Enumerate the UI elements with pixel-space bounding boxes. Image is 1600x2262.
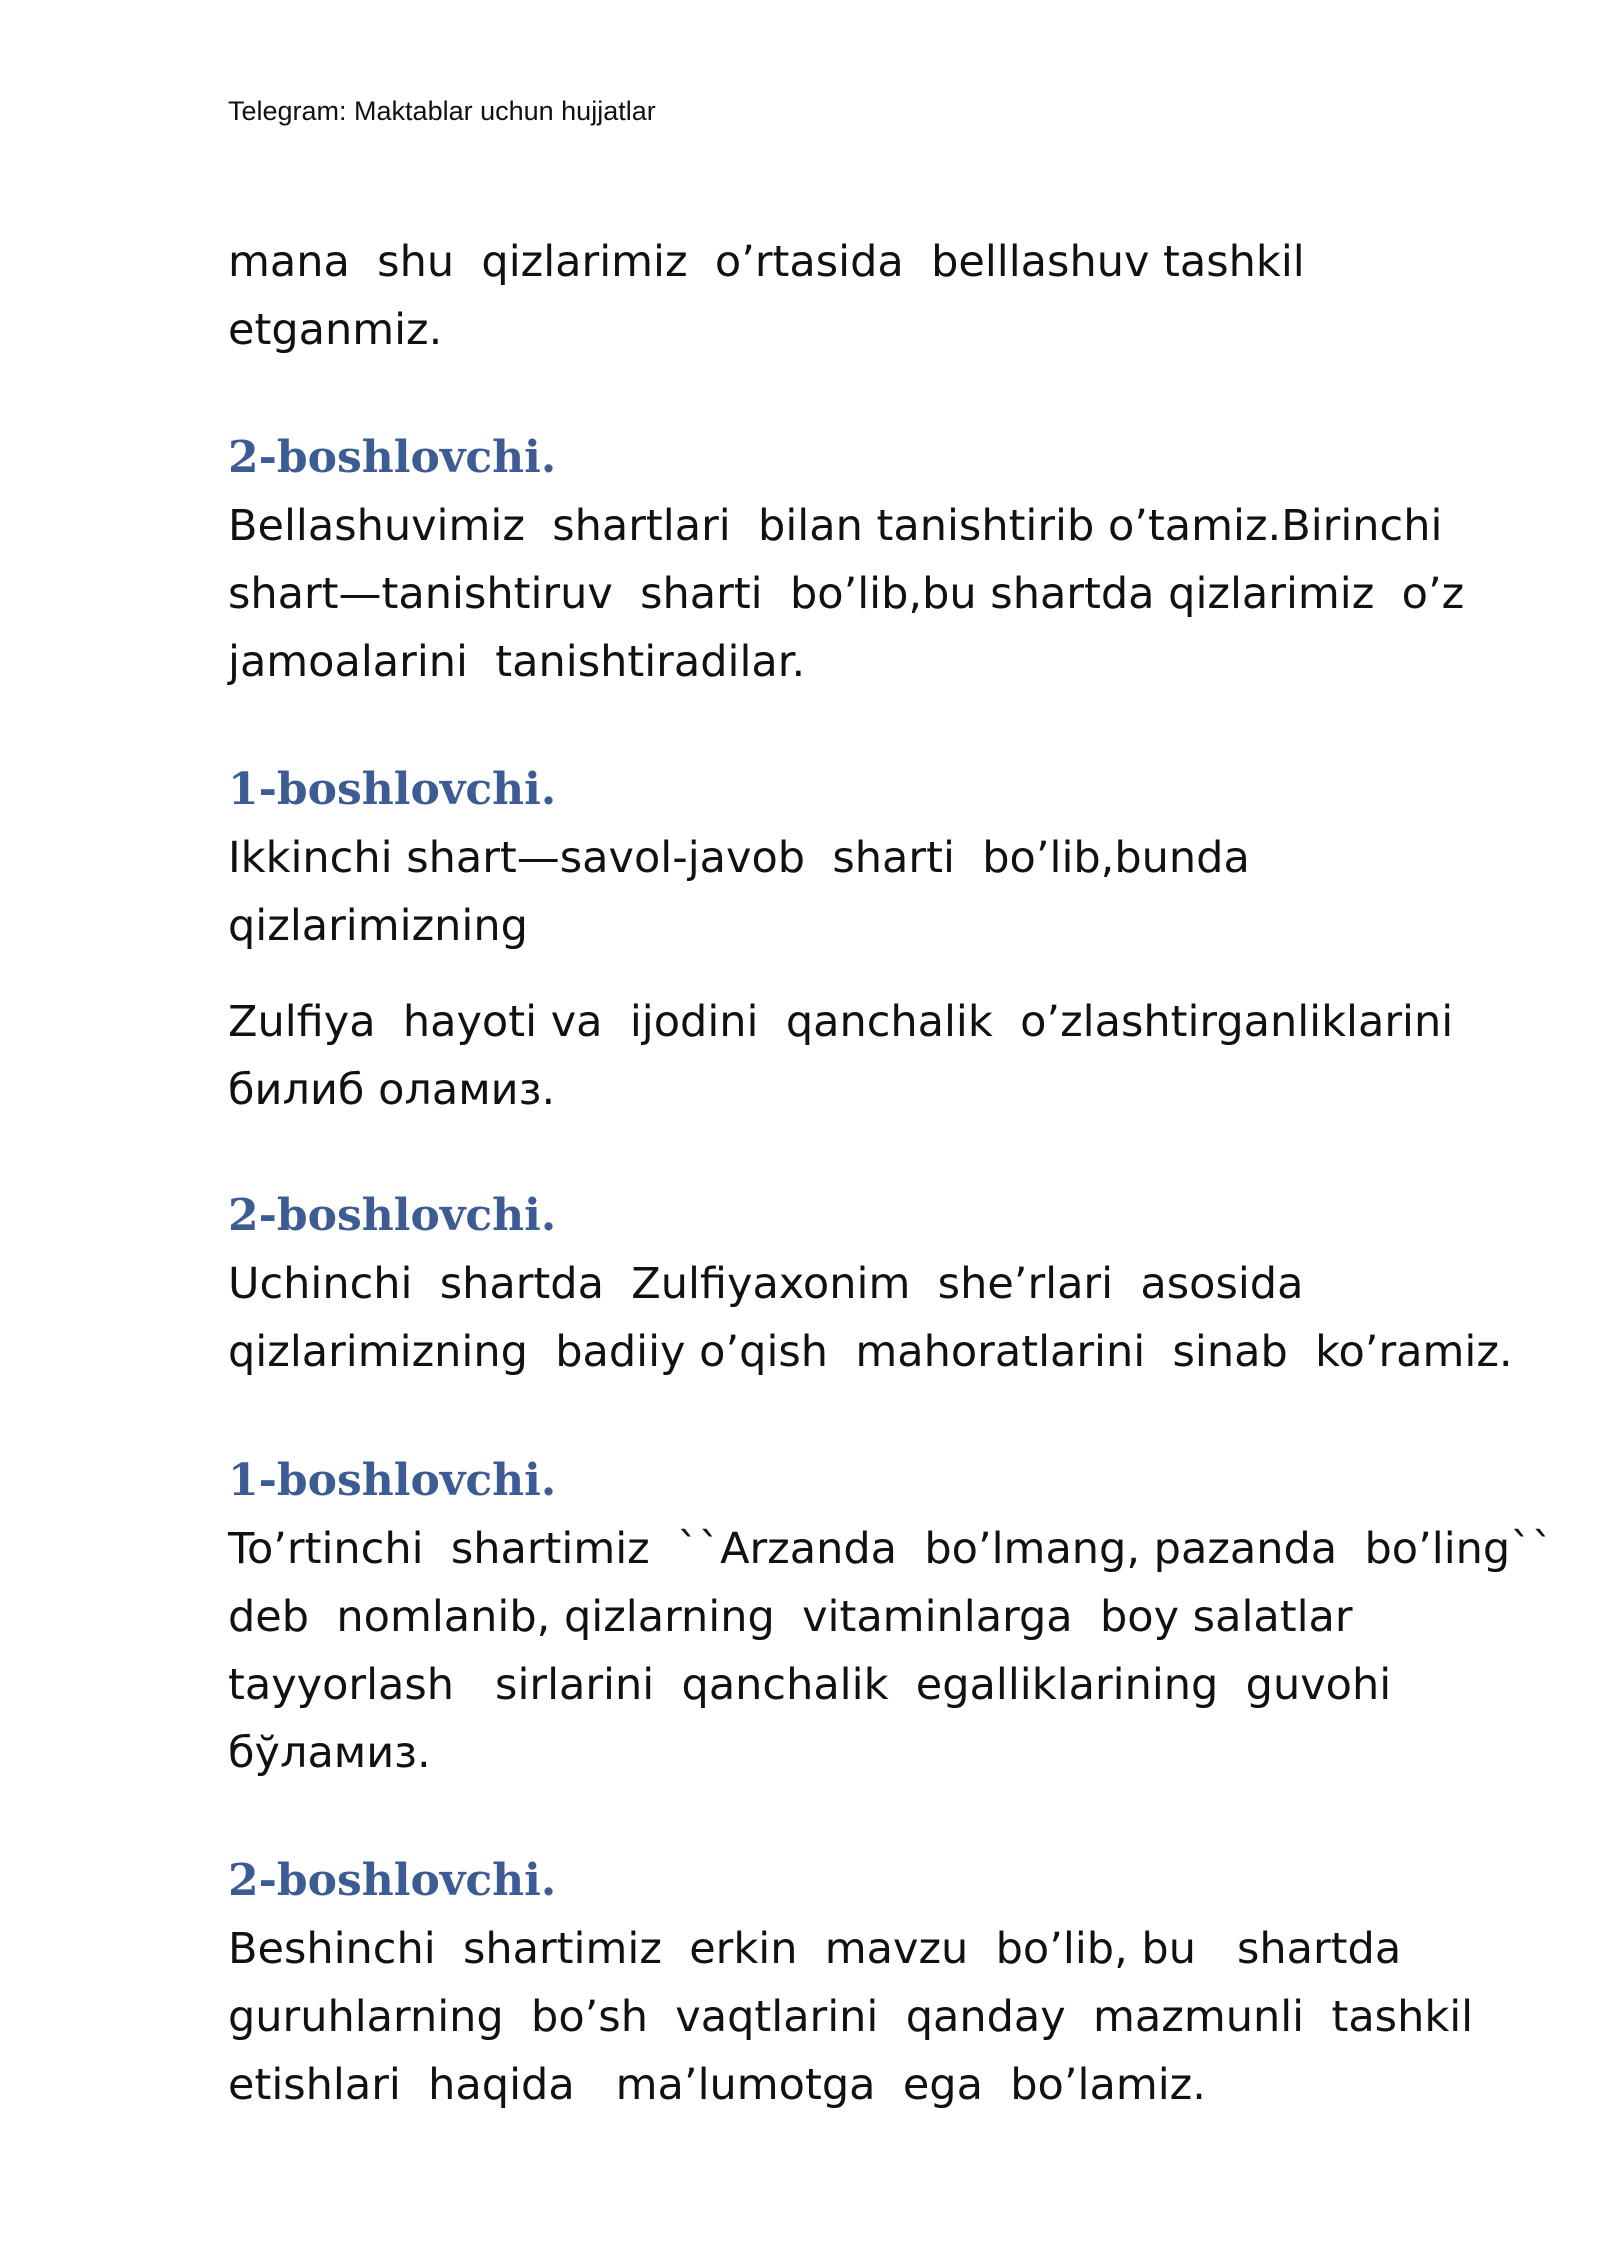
paragraph-line: билиб оламиз. — [228, 1065, 556, 1115]
paragraph-line: Uchinchi shartda Zulfiyaxonim she’rlari asosida — [228, 1259, 1304, 1309]
paragraph-line: qizlarimizning — [228, 901, 528, 951]
paragraph-line: etganmiz. — [228, 305, 443, 355]
intro-paragraph — [228, 228, 1478, 364]
speaker-heading: 2-boshlovchi. — [228, 1855, 557, 1906]
section-5 — [228, 1847, 1478, 2119]
paragraph-line: Zulfiya hayoti va ijodini qanchalik o’zlashtirganliklarini — [228, 997, 1454, 1047]
paragraph-line: tayyorlash sirlarini qanchalik egalliklarining guvohi — [228, 1660, 1392, 1710]
paragraph-line: shart—tanishtiruv sharti bo’lib,bu shartda qizlarimiz o’z — [228, 569, 1465, 619]
paragraph-line: deb nomlanib, qizlarning vitaminlarga boy salatlar — [228, 1592, 1353, 1642]
paragraph-line: guruhlarning bo’sh vaqtlarini qanday mazmunli tashkil — [228, 1992, 1474, 2042]
paragraph-line: qizlarimizning badiiy o’qish mahoratlarini sinab ko’ramiz. — [228, 1327, 1513, 1377]
paragraph-line: To’rtinchi shartimiz ``Arzanda bo’lmang, pazanda bo’ling`` — [228, 1524, 1554, 1574]
paragraph-line: Beshinchi shartimiz erkin mavzu bo’lib, bu shartda — [228, 1924, 1402, 1974]
speaker-heading: 1-boshlovchi. — [228, 1455, 557, 1506]
paragraph-line: Ikkinchi shart—savol-javob sharti bo’lib,bunda — [228, 833, 1250, 883]
section-2 — [228, 756, 1478, 1124]
paragraph-line: jamoalarini tanishtiradilar. — [228, 637, 806, 687]
speaker-heading: 2-boshlovchi. — [228, 432, 557, 483]
section-1 — [228, 424, 1478, 696]
paragraph-line: mana shu qizlarimiz o’rtasida belllashuv tashkil — [228, 237, 1305, 287]
section-3 — [228, 1182, 1513, 1386]
section-4 — [228, 1447, 1554, 1787]
paragraph-line: бўламиз. — [228, 1728, 431, 1778]
paragraph-line: etishlari haqida ma’lumotga ega bo’lamiz. — [228, 2060, 1206, 2110]
page-header: Telegram: Maktablar uchun hujjatlar — [228, 96, 656, 126]
speaker-heading: 2-boshlovchi. — [228, 1190, 557, 1241]
paragraph-line: Bellashuvimiz shartlari bilan tanishtirib o’tamiz.Birinchi — [228, 501, 1443, 551]
speaker-heading: 1-boshlovchi. — [228, 764, 557, 815]
